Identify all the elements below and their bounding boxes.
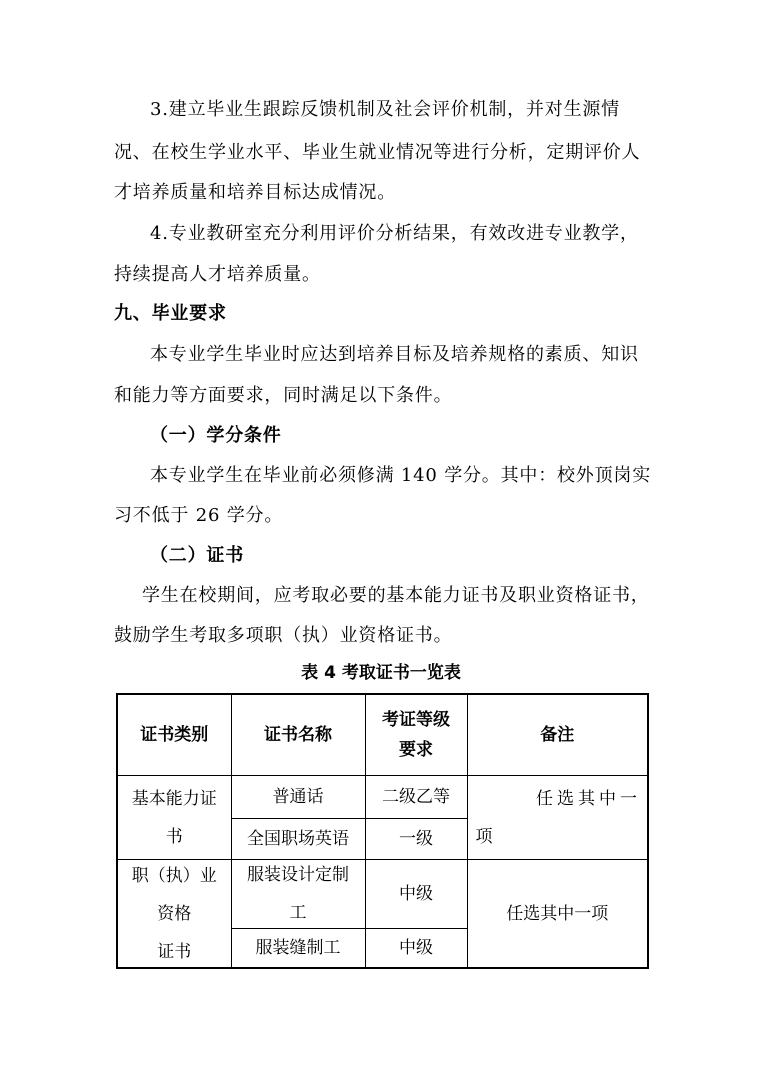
section-intro-line-2: 和能力等方面要求，同时满足以下条件。: [114, 385, 453, 406]
group2-row2-level: 中级: [365, 929, 467, 969]
group2-note: 任选其中一项: [467, 860, 648, 969]
group1-note: [467, 776, 648, 860]
paragraph-3-line-3: 才培养质量和培养目标达成情况。: [114, 182, 396, 203]
paragraph-4-line-1: 4.专业教研室充分利用评价分析结果，有效改进专业教学，: [150, 223, 639, 244]
group1-row2-name: 全国职场英语: [231, 819, 365, 860]
subheading-credits: （一）学分条件: [150, 425, 282, 446]
group2-category-line-3: 证书: [157, 941, 192, 962]
certificates-line-1: 学生在校期间，应考取必要的基本能力证书及职业资格证书，: [142, 585, 650, 606]
group1-row1-name: 普通话: [231, 776, 365, 819]
group1-category-line-1: 基本能力证: [131, 788, 217, 809]
group2-row1-name-line-2: 工: [289, 903, 307, 923]
group1-category-line-2: 书: [165, 826, 183, 847]
header-level-line-1: 考证等级: [382, 710, 450, 730]
certificate-table: [116, 693, 649, 969]
group2-row1-level: 中级: [365, 860, 467, 929]
group2-row1-name-line-1: 服装设计定制: [247, 865, 349, 885]
table-caption: 表 4 考取证书一览表: [301, 663, 461, 683]
group1-row2-level: 一级: [365, 819, 467, 860]
group2-row2-name: 服装缝制工: [231, 929, 365, 969]
group2-category-line-2: 资格: [157, 903, 192, 924]
certificates-line-2: 鼓励学生考取多项职（执）业资格证书。: [114, 625, 453, 646]
header-level-line-2: 要求: [399, 740, 433, 760]
group1-note-line-2: 项: [475, 826, 497, 847]
header-note: 备注: [467, 694, 648, 776]
group2-category: [117, 860, 231, 969]
subheading-certificates: （二）证书: [150, 545, 244, 566]
paragraph-3-line-1: 3.建立毕业生跟踪反馈机制及社会评价机制，并对生源情: [150, 99, 620, 120]
credits-line-1: 本专业学生在毕业前必须修满 140 学分。其中：校外顶岗实: [150, 465, 651, 486]
group1-category: [117, 776, 231, 860]
section-intro-line-1: 本专业学生毕业时应达到培养目标及培养规格的素质、知识: [150, 344, 639, 365]
group1-row1-level: 二级乙等: [365, 776, 467, 819]
credits-line-2: 习不低于 26 学分。: [114, 505, 284, 526]
table-row: [117, 860, 648, 929]
section-heading-graduation: 九、毕业要求: [114, 303, 227, 324]
header-category: 证书类别: [117, 694, 231, 776]
header-level: [365, 694, 467, 776]
header-name: 证书名称: [231, 694, 365, 776]
group1-note-line-1: 任选其中一: [536, 788, 641, 809]
paragraph-3-line-2: 况、在校生学业水平、毕业生就业情况等进行分析，定期评价人: [114, 142, 641, 163]
paragraph-4-line-2: 持续提高人才培养质量。: [114, 264, 321, 285]
group2-category-line-1: 职（执）业: [131, 865, 217, 886]
table-row: [117, 776, 648, 819]
table-header-row: [117, 694, 648, 776]
group2-row1-name: [231, 860, 365, 929]
